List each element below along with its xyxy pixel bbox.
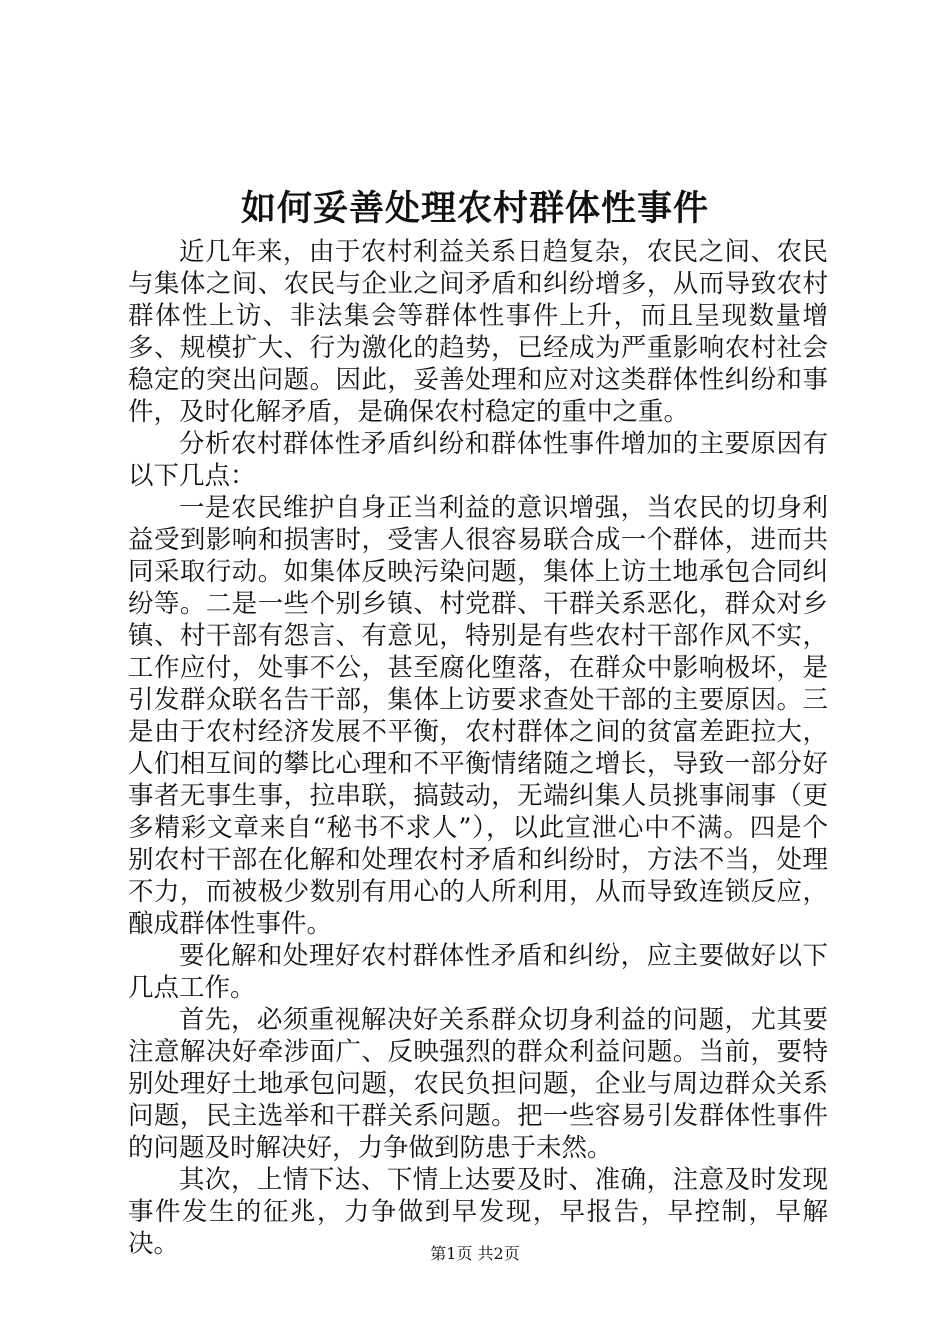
paragraph: 首先，必须重视解决好关系群众切身利益的问题，尤其要注意解决好牵涉面广、反映强烈的群众利益问题。当前，要特别处理好土地承包问题，农民负担问题，企业与周边群众关系问题，民主选举和干群关系问题。把一些容易引发群体性事件的问题及时解决好，力争做到防患于未然。 xyxy=(128,1005,828,1163)
document-body xyxy=(128,236,828,1260)
paragraph: 一是农民维护自身正当利益的意识增强，当农民的切身利益受到影响和损害时，受害人很容易联合成一个群体，进而共同采取行动。如集体反映污染问题，集体上访土地承包合同纠纷等。二是一些个别乡镇、村党群、干群关系恶化，群众对乡镇、村干部有怨言、有意见，特别是有些农村干部作风不实，工作应付，处事不公，甚至腐化堕落，在群众中影响极坏，是引发群众联名告干部，集体上访要求查处干部的主要原因。三是由于农村经济发展不平衡，农村群体之间的贫富差距拉大，人们相互间的攀比心理和不平衡情绪随之增长，导致一部分好事者无事生事，拉串联，搞鼓动，无端纠集人员挑事闹事（更多精彩文章来自“秘书不求人”），以此宣泄心中不满。四是个别农村干部在化解和处理农村矛盾和纠纷时，方法不当，处理不力，而被极少数别有用心的人所利用，从而导致连锁反应，酿成群体性事件。 xyxy=(128,493,828,939)
page-number-footer: 第1页 共2页 xyxy=(430,1244,520,1263)
paragraph: 分析农村群体性矛盾纠纷和群体性事件增加的主要原因有以下几点： xyxy=(128,429,828,491)
paragraph: 其次，上情下达、下情上达要及时、准确，注意及时发现事件发生的征兆，力争做到早发现，早报告，早控制，早解决。 xyxy=(128,1165,828,1259)
paragraph: 要化解和处理好农村群体性矛盾和纠纷，应主要做好以下几点工作。 xyxy=(128,941,828,1003)
paragraph: 近几年来，由于农村利益关系日趋复杂，农民之间、农民与集体之间、农民与企业之间矛盾和纠纷增多，从而导致农村群体性上访、非法集会等群体性事件上升，而且呈现数量增多、规模扩大、行为激化的趋势，已经成为严重影响农村社会稳定的突出问题。因此，妥善处理和应对这类群体性纠纷和事件，及时化解矛盾，是确保农村稳定的重中之重。 xyxy=(128,237,828,427)
document-title: 如何妥善处理农村群体性事件 xyxy=(240,188,709,229)
